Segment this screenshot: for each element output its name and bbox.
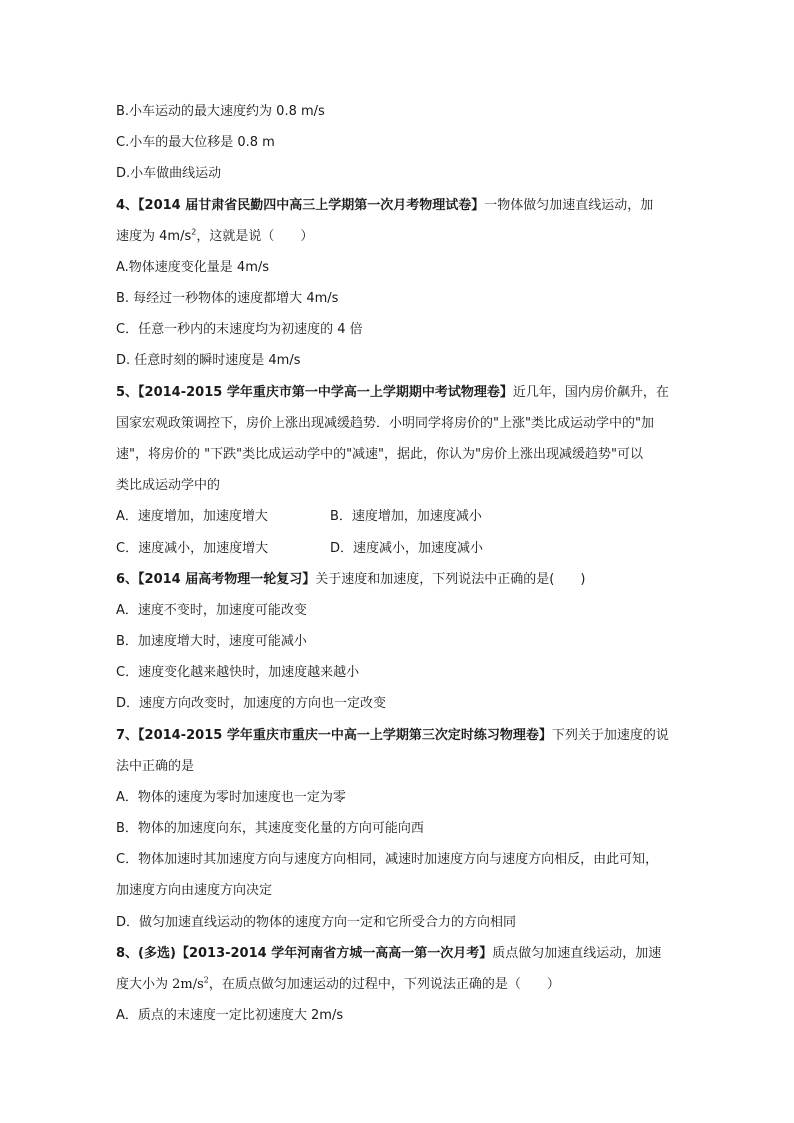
q7-option-a: A．物体的速度为零时加速度也一定为零 bbox=[116, 790, 346, 805]
question-stem: 近几年，国内房价飙升，在 bbox=[512, 385, 669, 400]
q8-stem-line-2 bbox=[116, 976, 686, 994]
question-number: 7、 bbox=[116, 728, 139, 743]
question-number: 4、 bbox=[116, 198, 139, 213]
q7-option-c-line-2: 加速度方向由速度方向决定 bbox=[116, 883, 273, 898]
q3-option-d: D.小车做曲线运动 bbox=[116, 166, 222, 181]
q4-option-a: A.物体速度变化量是 4m/s bbox=[116, 260, 270, 275]
question-stem: 质点做匀加速直线运动，加速 bbox=[492, 946, 662, 961]
q5-option-b: B．速度增加，加速度减小 bbox=[330, 509, 482, 524]
question-stem: 一物体做匀加速直线运动，加 bbox=[484, 198, 654, 213]
question-source: 【2014-2015 学年重庆市重庆一中高一上学期第三次定时练习物理卷】 bbox=[138, 728, 552, 743]
q5-options-row-1 bbox=[116, 508, 686, 526]
q8-stem-line-1 bbox=[116, 945, 686, 963]
question-stem: 下列关于加速度的说 bbox=[551, 728, 669, 743]
q7-stem-line-1 bbox=[116, 727, 686, 745]
q7-option-c-line-1: C．物体加速时其加速度方向与速度方向相同，减速时加速度方向与速度方向相反，由此可知， bbox=[116, 852, 659, 867]
superscript: 2 bbox=[191, 228, 197, 237]
q6-stem bbox=[116, 571, 686, 589]
q6-option-c: C．速度变化越来越快时，加速度越来越小 bbox=[116, 665, 360, 680]
q5-option-c: C．速度减小，加速度增大 bbox=[116, 541, 269, 556]
q5-stem-line-3: 速"，将房价的 "下跌"类比成运动学中的"减速"，据此，你认为"房价上涨出现减缓趋势"可以 bbox=[116, 447, 643, 462]
q5-option-d: D．速度减小，加速度减小 bbox=[330, 541, 484, 556]
q8-option-a: A．质点的末速度一定比初速度大 2m/s bbox=[116, 1008, 344, 1023]
q5-options-row-2 bbox=[116, 540, 686, 558]
q4-option-d: D. 任意时刻的瞬时速度是 4m/s bbox=[116, 353, 301, 368]
question-source: 【2014-2015 学年重庆市第一中学高一上学期期中考试物理卷】 bbox=[138, 385, 513, 400]
q7-option-d: D．做匀加速直线运动的物体的速度方向一定和它所受合力的方向相同 bbox=[116, 915, 517, 930]
q6-option-a: A．速度不变时，加速度可能改变 bbox=[116, 603, 307, 618]
superscript: 2 bbox=[203, 976, 209, 985]
question-number: 8、 bbox=[116, 946, 139, 961]
q5-stem-line-1 bbox=[116, 384, 686, 402]
q4-option-b: B. 每经过一秒物体的速度都增大 4m/s bbox=[116, 291, 339, 306]
q7-option-b: B．物体的加速度向东，其速度变化量的方向可能向西 bbox=[116, 821, 424, 836]
q4-option-c: C．任意一秒内的末速度均为初速度的 4 倍 bbox=[116, 322, 363, 337]
question-stem: 速度为 4m/s bbox=[116, 229, 192, 244]
q6-option-d: D．速度方向改变时，加速度的方向也一定改变 bbox=[116, 696, 387, 711]
q4-stem-line-2 bbox=[116, 228, 686, 246]
q7-stem-line-2: 法中正确的是 bbox=[116, 759, 195, 774]
q3-option-c: C.小车的最大位移是 0.8 m bbox=[116, 135, 275, 150]
question-stem: ，在质点做匀加速运动的过程中，下列说法正确的是（ ） bbox=[208, 977, 560, 992]
q5-option-a: A．速度增加，加速度增大 bbox=[116, 509, 268, 524]
acceleration-value: 2m/s bbox=[172, 977, 204, 992]
question-number: 5、 bbox=[116, 385, 139, 400]
q6-option-b: B．加速度增大时，速度可能减小 bbox=[116, 634, 307, 649]
question-source: 【2014 届高考物理一轮复习】 bbox=[138, 572, 316, 587]
q4-stem-line-1 bbox=[116, 197, 686, 215]
question-stem: ，这就是说（ ） bbox=[196, 229, 314, 244]
q5-stem-line-4: 类比成运动学中的 bbox=[116, 478, 221, 493]
question-stem: 关于速度和加速度，下列说法中正确的是( ) bbox=[315, 572, 586, 587]
question-source: 【2014 届甘肃省民勤四中高三上学期第一次月考物理试卷】 bbox=[138, 198, 485, 213]
q3-option-b: B.小车运动的最大速度约为 0.8 m/s bbox=[116, 104, 325, 119]
question-number: 6、 bbox=[116, 572, 139, 587]
question-stem: 度大小为 bbox=[116, 977, 173, 992]
q5-stem-line-2: 国家宏观政策调控下，房价上涨出现减缓趋势．小明同学将房价的"上涨"类比成运动学中的"加 bbox=[116, 416, 654, 431]
multi-select-tag: (多选) bbox=[138, 946, 176, 961]
question-source: 【2013-2014 学年河南省方城一高高一第一次月考】 bbox=[175, 946, 493, 961]
